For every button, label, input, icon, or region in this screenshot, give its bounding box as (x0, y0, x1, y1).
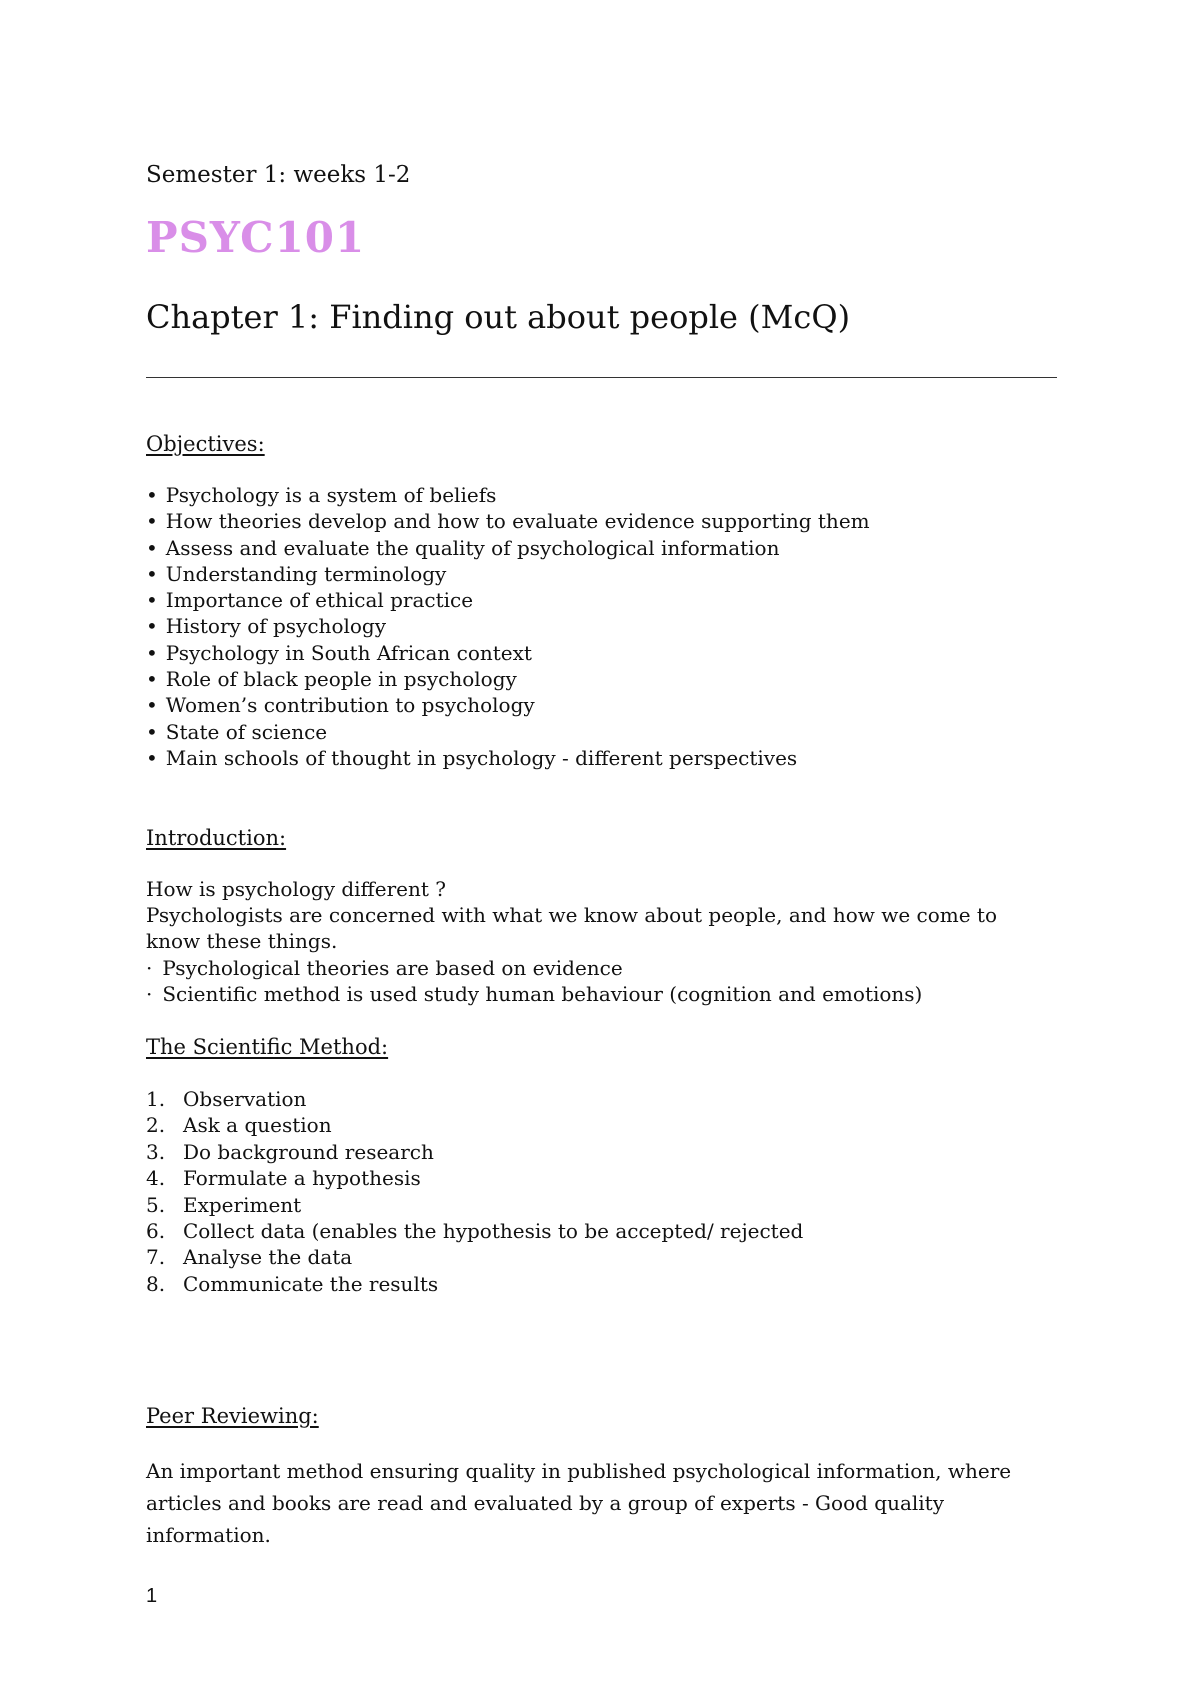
peer-reviewing-heading: Peer Reviewing: (146, 1404, 319, 1428)
introduction-body (146, 876, 1056, 1007)
list-item: · Psychological theories are based on evidence (146, 955, 1056, 981)
objectives-list (146, 482, 1046, 771)
list-item: • Psychology in South African context (146, 640, 1046, 666)
list-item: 2. Ask a question (146, 1113, 332, 1138)
horizontal-divider (146, 377, 1057, 378)
list-item: 6. Collect data (enables the hypothesis to be accepted/ rejected (146, 1219, 804, 1244)
chapter-title: Chapter 1: Finding out about people (McQ) (146, 298, 851, 336)
list-item: 5. Experiment (146, 1192, 302, 1217)
objectives-heading: Objectives: (146, 432, 265, 456)
list-item: • Role of black people in psychology (146, 666, 1046, 692)
list-item: 1. Observation (146, 1087, 307, 1111)
page-number: 1 (146, 1585, 158, 1607)
list-item: • How theories develop and how to evaluate evidence supporting them (146, 508, 1046, 534)
list-item: • Assess and evaluate the quality of psychological information (146, 535, 1046, 561)
course-code-title: PSYC101 (146, 213, 366, 262)
list-item: 4. Formulate a hypothesis (146, 1166, 421, 1191)
list-item: • History of psychology (146, 613, 1046, 639)
introduction-points (146, 955, 1056, 1007)
list-item: 3. Do background research (146, 1139, 434, 1164)
list-item: • State of science (146, 719, 1046, 745)
list-item: • Main schools of thought in psychology - different perspectives (146, 745, 1046, 771)
list-item: 8. Communicate the results (146, 1271, 439, 1296)
list-item: • Understanding terminology (146, 561, 1046, 587)
introduction-heading: Introduction: (146, 826, 287, 850)
list-item: · Scientific method is used study human behaviour (cognition and emotions) (146, 981, 1056, 1007)
introduction-paragraph: Psychologists are concerned with what we know about people, and how we come to know these things. (146, 903, 998, 954)
peer-reviewing-text: An important method ensuring quality in published psychological information, where articles and books are read and evaluated by a group of experts - Good quality information. (146, 1459, 1012, 1547)
list-item: 7. Analyse the data (146, 1245, 353, 1270)
scientific-method-heading: The Scientific Method: (146, 1035, 389, 1059)
scientific-method-steps (146, 1086, 1046, 1297)
list-item: • Psychology is a system of beliefs (146, 482, 1046, 508)
list-item: • Women’s contribution to psychology (146, 692, 1046, 718)
introduction-question: How is psychology different ? (146, 877, 446, 901)
semester-label: Semester 1: weeks 1-2 (146, 162, 411, 188)
list-item: • Importance of ethical practice (146, 587, 1046, 613)
